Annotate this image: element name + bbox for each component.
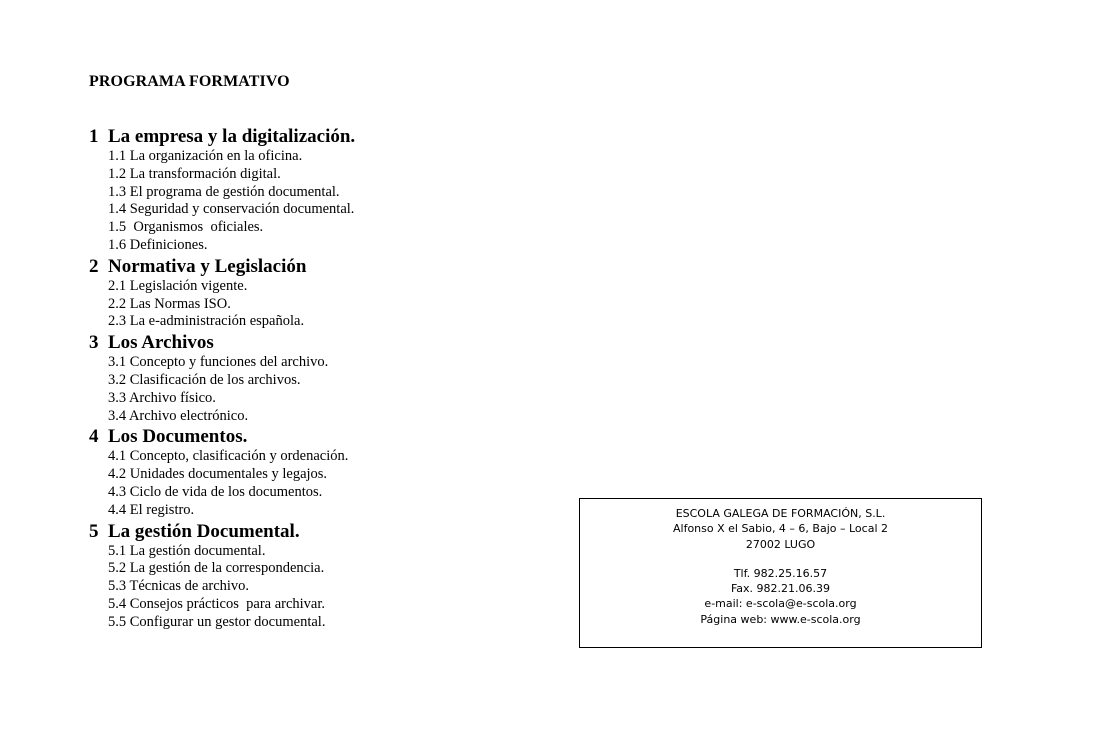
phone: Tlf. 982.25.16.57 [733,566,828,580]
section-title: Los Archivos [108,332,214,354]
section-number: 2 [89,255,99,277]
section-heading [89,520,529,543]
section-heading [89,125,529,148]
section-heading [89,425,529,448]
program-outline [89,125,529,632]
fax: Fax. 982.21.06.39 [730,582,831,596]
section-heading [89,255,529,278]
subitem: 1.6 Definiciones. [108,236,208,253]
subitem: 4.4 El registro. [108,501,195,518]
subitem: 2.3 La e-administración española. [108,313,305,330]
subitem: 4.1 Concepto, clasificación y ordenación. [108,448,349,465]
contact-box [579,498,982,648]
section-4 [89,425,529,519]
subitem: 3.1 Concepto y funciones del archivo. [108,354,329,371]
subitem-list [89,448,529,519]
subitem: 1.4 Seguridad y conservación documental. [108,201,355,218]
section-title: La empresa y la digitalización. [108,126,356,147]
company-name: ESCOLA GALEGA DE FORMACIÓN, S.L. [675,507,886,520]
section-number: 5 [89,520,99,542]
subitem: 5.1 La gestión documental. [108,542,266,559]
contact-spacer [580,552,981,566]
subitem-list [89,543,529,632]
section-number: 4 [89,426,99,448]
website: Página web: www.e-scola.org [700,612,861,626]
section-1 [89,125,529,255]
subitem-list [89,354,529,425]
section-2 [89,255,529,331]
section-number: 3 [89,332,99,354]
section-5 [89,520,529,632]
subitem: 4.2 Unidades documentales y legajos. [108,466,328,483]
email: e-mail: e-scola@e-scola.org [704,597,857,611]
section-number: 1 [89,126,99,147]
subitem: 1.5 Organismos oficiales. [108,219,264,236]
subitem: 1.3 El programa de gestión documental. [108,183,340,200]
subitem: 2.1 Legislación vigente. [108,277,248,294]
section-title: La gestión Documental. [108,520,300,542]
subitem: 4.3 Ciclo de vida de los documentos. [108,483,323,500]
page-title: PROGRAMA FORMATIVO [89,73,290,90]
subitem: 1.2 La transformación digital. [108,165,281,182]
address: Alfonso X el Sabio, 4 – 6, Bajo – Local 2 [672,522,888,536]
subitem: 1.1 La organización en la oficina. [108,148,303,164]
subitem: 5.3 Técnicas de archivo. [108,578,250,595]
section-heading [89,331,529,354]
subitem: 2.2 Las Normas ISO. [108,295,231,312]
subitem: 3.4 Archivo electrónico. [108,407,249,424]
section-title: Normativa y Legislación [108,255,307,277]
subitem: 5.4 Consejos prácticos para archivar. [108,595,326,612]
subitem-list [89,278,529,331]
subitem: 5.5 Configurar un gestor documental. [108,613,326,630]
section-title: Los Documentos. [108,426,248,448]
section-3 [89,331,529,425]
subitem: 3.2 Clasificación de los archivos. [108,371,301,388]
subitem-list [89,148,529,255]
subitem: 3.3 Archivo físico. [108,389,216,406]
city: 27002 LUGO [745,537,816,551]
subitem: 5.2 La gestión de la correspondencia. [108,560,325,577]
